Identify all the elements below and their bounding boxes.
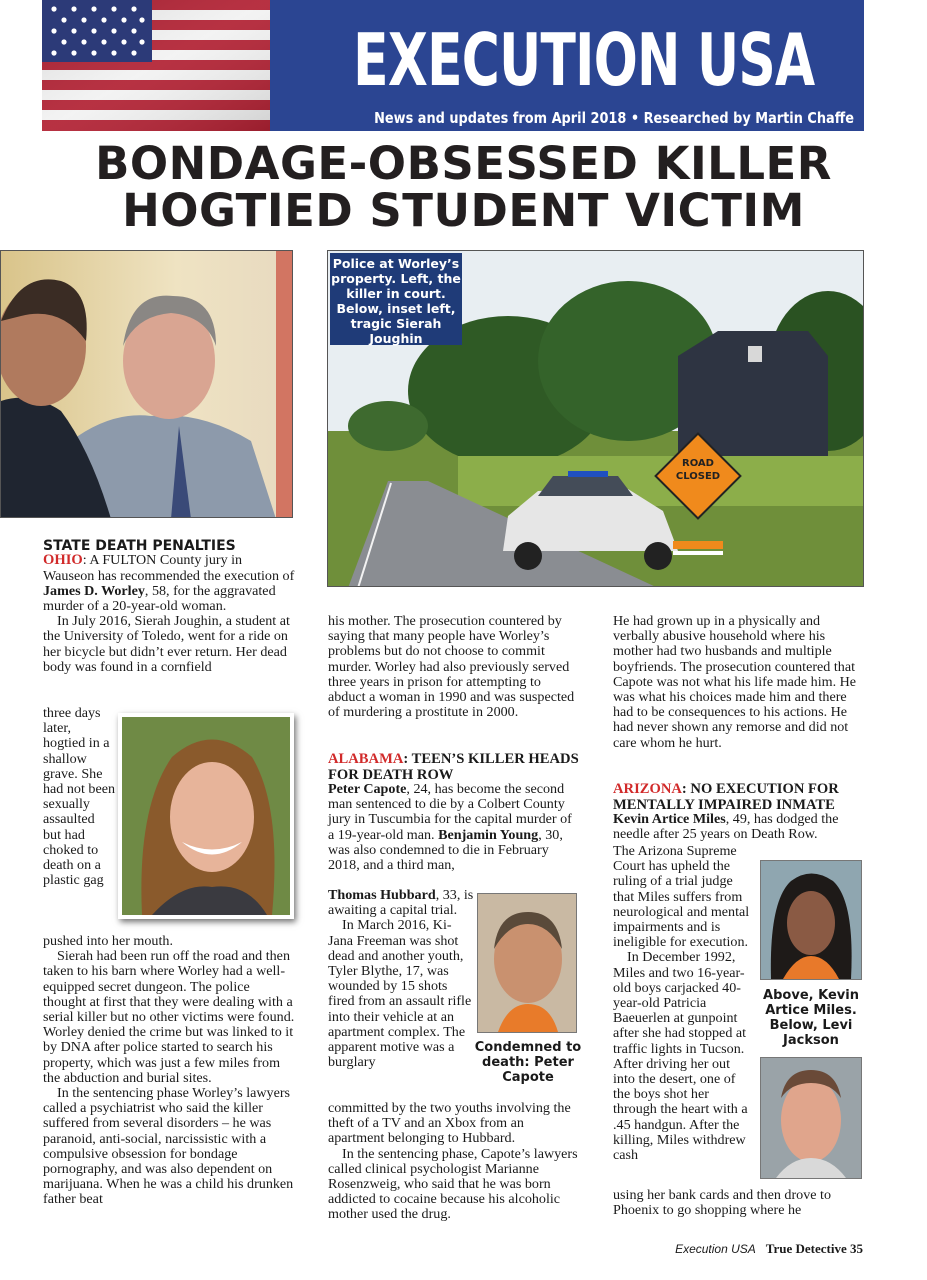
name-miles: Kevin Artice Miles — [613, 811, 726, 827]
alabama-wrap: Thomas Hubbard, 33, is awaiting a capital trial. In March 2016, Ki-Jana Freeman was shot dead and another youth, Tyler Blythe, 17, was wounded by 15 shots fired from an assault rifle into their vehicle at an apartment complex. The apparent motive was a burglary — [328, 887, 474, 1071]
ohio-intro: OHIO: A FULTON County jury in Wauseon has recommended the execution of James D. Worley, 58, for the aggravated murder of a 20-year-old woman. In July 2016, Sierah Joughin, a student at the University of Toledo, went for a ride on her bicycle but didn’t ever return. Her dead body was found in a cornfield — [43, 552, 295, 675]
levi-jackson-photo — [760, 1057, 862, 1179]
footer-magazine: True Detective — [765, 1241, 847, 1256]
capote-caption: Condemned to death: Peter Capote — [474, 1040, 582, 1085]
ohio-body — [43, 934, 295, 1208]
alabama-heading: ALABAMA: TEEN’S KILLER HEADS FOR DEATH ROW — [328, 751, 579, 783]
svg-text:CLOSED: CLOSED — [675, 471, 721, 482]
paragraph-wrap: three days later, hogtied in a shallow grave. She had not been sexually assaulted but had choked to death on a plastic gag — [43, 705, 116, 889]
victim-photo — [118, 713, 294, 919]
paragraph: Sierah had been run off the road and then taken to his barn where Worley had a well-equipped secret dungeon. The police thought at first that they were dealing with a serial killer but no other victims were found. Worley denied the crime but was linked to it by DNA after police started to search his property, which was just a few miles from the abduction and burial sites. — [43, 948, 295, 1086]
paragraph: pushed into her mouth. — [43, 933, 173, 949]
footer-section: Execution USA — [675, 1242, 756, 1256]
paragraph: committed by the two youths involving the theft of a TV and an Xbox from an apartment belonging to Hubbard. — [328, 1100, 571, 1147]
masthead-title: EXECUTION USA — [353, 18, 815, 102]
paragraph: In the sentencing phase, Capote’s lawyers called clinical psychologist Marianne Rosenzweig, who said that he was born addicted to cocaine because his alcoholic mother used the drug. — [328, 1145, 578, 1223]
paragraph: He had grown up in a physically and verbally abusive household where his mother had two husbands and multiple boyfriends. The prosecution countered that Capote was not what his life made him. He was what his choices made him and there had to be consequences to his actions. He had never shown any remorse and did not care whom he hurt. — [613, 613, 857, 751]
page-number: 35 — [850, 1241, 863, 1256]
state-label-alabama: ALABAMA — [328, 751, 404, 767]
state-label-arizona: ARIZONA — [613, 781, 682, 797]
alabama-lead: Peter Capote, 24, has become the second man sentenced to die by a Colbert County jury in Tuscumbia for the capital murder of a 19-year-old man. Benjamin Young, 30, was also condemned to die in February 2018, and a third man, — [328, 781, 572, 874]
paragraph: In December 1992, Miles and two 16-year-old boys carjacked 40-year-old Patricia Baeuerlen at gunpoint after she had stopped at traffic lights in Tucson. After driving her out into the desert, one of the boys shot her through the heart with a .45 handgun. After the killing, Miles withdrew cash — [613, 949, 748, 1164]
paragraph: In March 2016, Ki-Jana Freeman was shot dead and another youth, Tyler Blythe, 17, was wounded by 15 shots fired from an assault rifle into their vehicle at an apartment complex. The apparent motive was a burglary — [328, 917, 472, 1071]
paragraph: his mother. The prosecution countered by saying that many people have Worley’s problems but do not choose to commit murder. Worley had also previously served three years in prison for attempting to abduct a woman in 1990 and was suspected of murdering a prostitute in 2000. — [328, 613, 575, 721]
road-sign-text: ROAD — [682, 458, 714, 469]
headline-line-2: HOGTIED STUDENT VICTIM — [122, 184, 805, 237]
arizona-heading: ARIZONA: NO EXECUTION FOR MENTALLY IMPAIRED INMATE — [613, 781, 839, 813]
name-young: Benjamin Young — [438, 826, 539, 843]
name-hubbard: Thomas Hubbard — [328, 887, 436, 903]
state-label-ohio: OHIO — [43, 552, 83, 568]
kevin-levi-caption: Above, Kevin Artice Miles. Below, Levi Jackson — [763, 988, 859, 1048]
police-photo-caption: Police at Worley’s property. Left, the killer in court. Below, inset left, tragic Sierah Joughin — [330, 253, 462, 345]
capote-photo — [477, 893, 577, 1033]
killer-in-court-photo — [0, 250, 293, 518]
us-flag-image — [42, 0, 270, 131]
article-headline — [30, 137, 897, 237]
section-heading: STATE DEATH PENALTIES — [43, 538, 236, 554]
name-worley: James D. Worley — [43, 582, 145, 599]
paragraph: In July 2016, Sierah Joughin, a student at the University of Toledo, went for a ride on her bicycle but didn’t ever return. Her dead body was found in a cornfield — [43, 613, 290, 675]
paragraph: using her bank cards and then drove to Phoenix to go shopping where he — [613, 1187, 831, 1219]
kevin-miles-photo — [760, 860, 862, 980]
page-footer — [675, 1241, 863, 1257]
alabama-body — [328, 1101, 580, 1223]
paragraph: In the sentencing phase Worley’s lawyers called a psychiatrist who said the killer suffered from several disorders – he was paranoid, anti-social, narcissistic with a compulsive obsession for bondage pornography, and was also dependent on marijuana. When he was a child his drunken father beat — [43, 1085, 294, 1208]
headline-line-1: BONDAGE-OBSESSED KILLER — [95, 137, 832, 190]
masthead-subtitle: News and updates from April 2018 • Researched by Martin Chaffe — [374, 109, 854, 127]
masthead-banner — [270, 0, 864, 131]
arizona-wrap — [613, 844, 755, 1163]
name-capote: Peter Capote — [328, 781, 407, 797]
arizona-lead: Kevin Artice Miles, 49, has dodged the needle after 25 years on Death Row. — [613, 811, 839, 843]
paragraph: The Arizona Supreme Court has upheld the ruling of a trial judge that Miles suffers from neurological and mental impairments and is ineligible for execution. — [613, 843, 750, 951]
